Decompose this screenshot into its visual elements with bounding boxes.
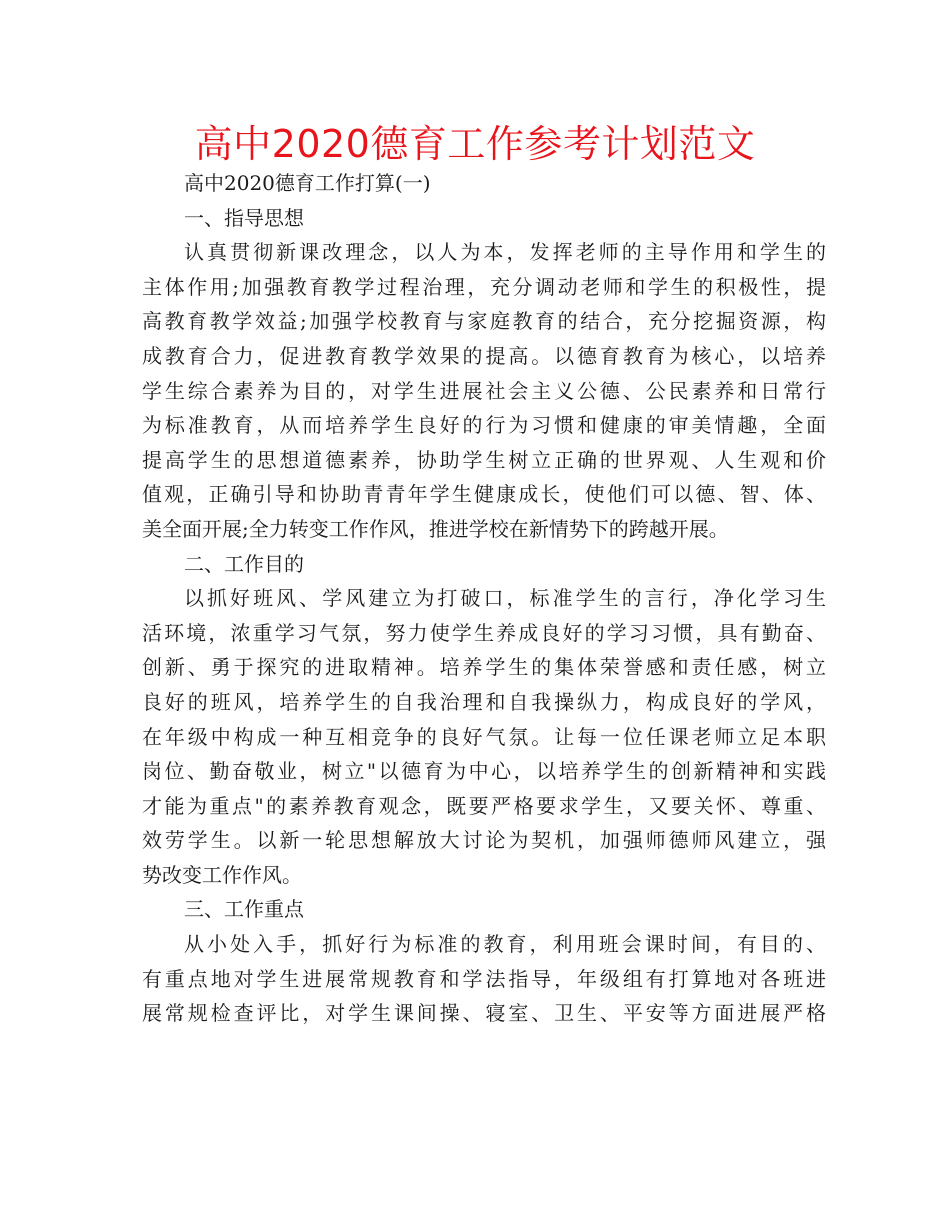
document-subtitle: 高中2020德育工作打算(一): [184, 171, 431, 195]
paragraph-line: 成教育合力，促进教育教学效果的提高。以德育教育为核心，以培养: [142, 343, 826, 368]
paragraph-line: 学生综合素养为目的，对学生进展社会主义公德、公民素养和日常行: [142, 378, 826, 403]
paragraph-line: 从小处入手，抓好行为标准的教育，利用班会课时间，有目的、: [184, 932, 826, 957]
paragraph-line: 认真贯彻新课改理念，以人为本，发挥老师的主导作用和学生的: [184, 240, 826, 265]
paragraph-line: 岗位、勤奋敬业，树立"以德育为中心，以培养学生的创新精神和实践: [142, 759, 826, 784]
paragraph-line: 值观，正确引导和协助青青年学生健康成长，使他们可以德、智、体、: [142, 482, 826, 507]
paragraph-line: 主体作用;加强教育教学过程治理，充分调动老师和学生的积极性，提: [142, 274, 826, 299]
section-heading: 三、工作重点: [184, 897, 304, 922]
paragraph-line: 高教育教学效益;加强学校教育与家庭教育的结合，充分挖掘资源，构: [142, 309, 826, 334]
paragraph-line: 美全面开展;全力转变工作作风，推进学校在新情势下的跨越开展。: [142, 516, 729, 541]
document-body: [142, 166, 826, 1031]
paragraph-line: 以抓好班风、学风建立为打破口，标准学生的言行，净化学习生: [184, 586, 826, 611]
section-heading: 一、指导思想: [184, 205, 304, 230]
paragraph-line: 效劳学生。以新一轮思想解放大讨论为契机，加强师德师风建立，强: [142, 828, 826, 853]
paragraph-line: 为标准教育，从而培养学生良好的行为习惯和健康的审美情趣，全面: [142, 413, 826, 438]
paragraph-line: 提高学生的思想道德素养，协助学生树立正确的世界观、人生观和价: [142, 447, 826, 472]
paragraph-line: 有重点地对学生进展常规教育和学法指导，年级组有打算地对各班进: [142, 966, 826, 991]
document-title: 高中2020德育工作参考计划范文: [194, 122, 756, 166]
paragraph-line: 才能为重点"的素养教育观念，既要严格要求学生，又要关怀、尊重、: [142, 793, 826, 818]
paragraph-line: 活环境，浓重学习气氛，努力使学生养成良好的学习习惯，具有勤奋、: [142, 620, 826, 645]
paragraph-line: 势改变工作作风。: [142, 862, 302, 887]
paragraph-line: 在年级中构成一种互相竞争的良好气氛。让每一位任课老师立足本职: [142, 724, 826, 749]
paragraph-line: 展常规检查评比，对学生课间操、寝室、卫生、平安等方面进展严格: [142, 1001, 826, 1026]
section-heading: 二、工作目的: [184, 551, 304, 576]
paragraph-line: 创新、勇于探究的进取精神。培养学生的集体荣誉感和责任感，树立: [142, 655, 826, 680]
paragraph-line: 良好的班风，培养学生的自我治理和自我操纵力，构成良好的学风，: [142, 689, 826, 714]
